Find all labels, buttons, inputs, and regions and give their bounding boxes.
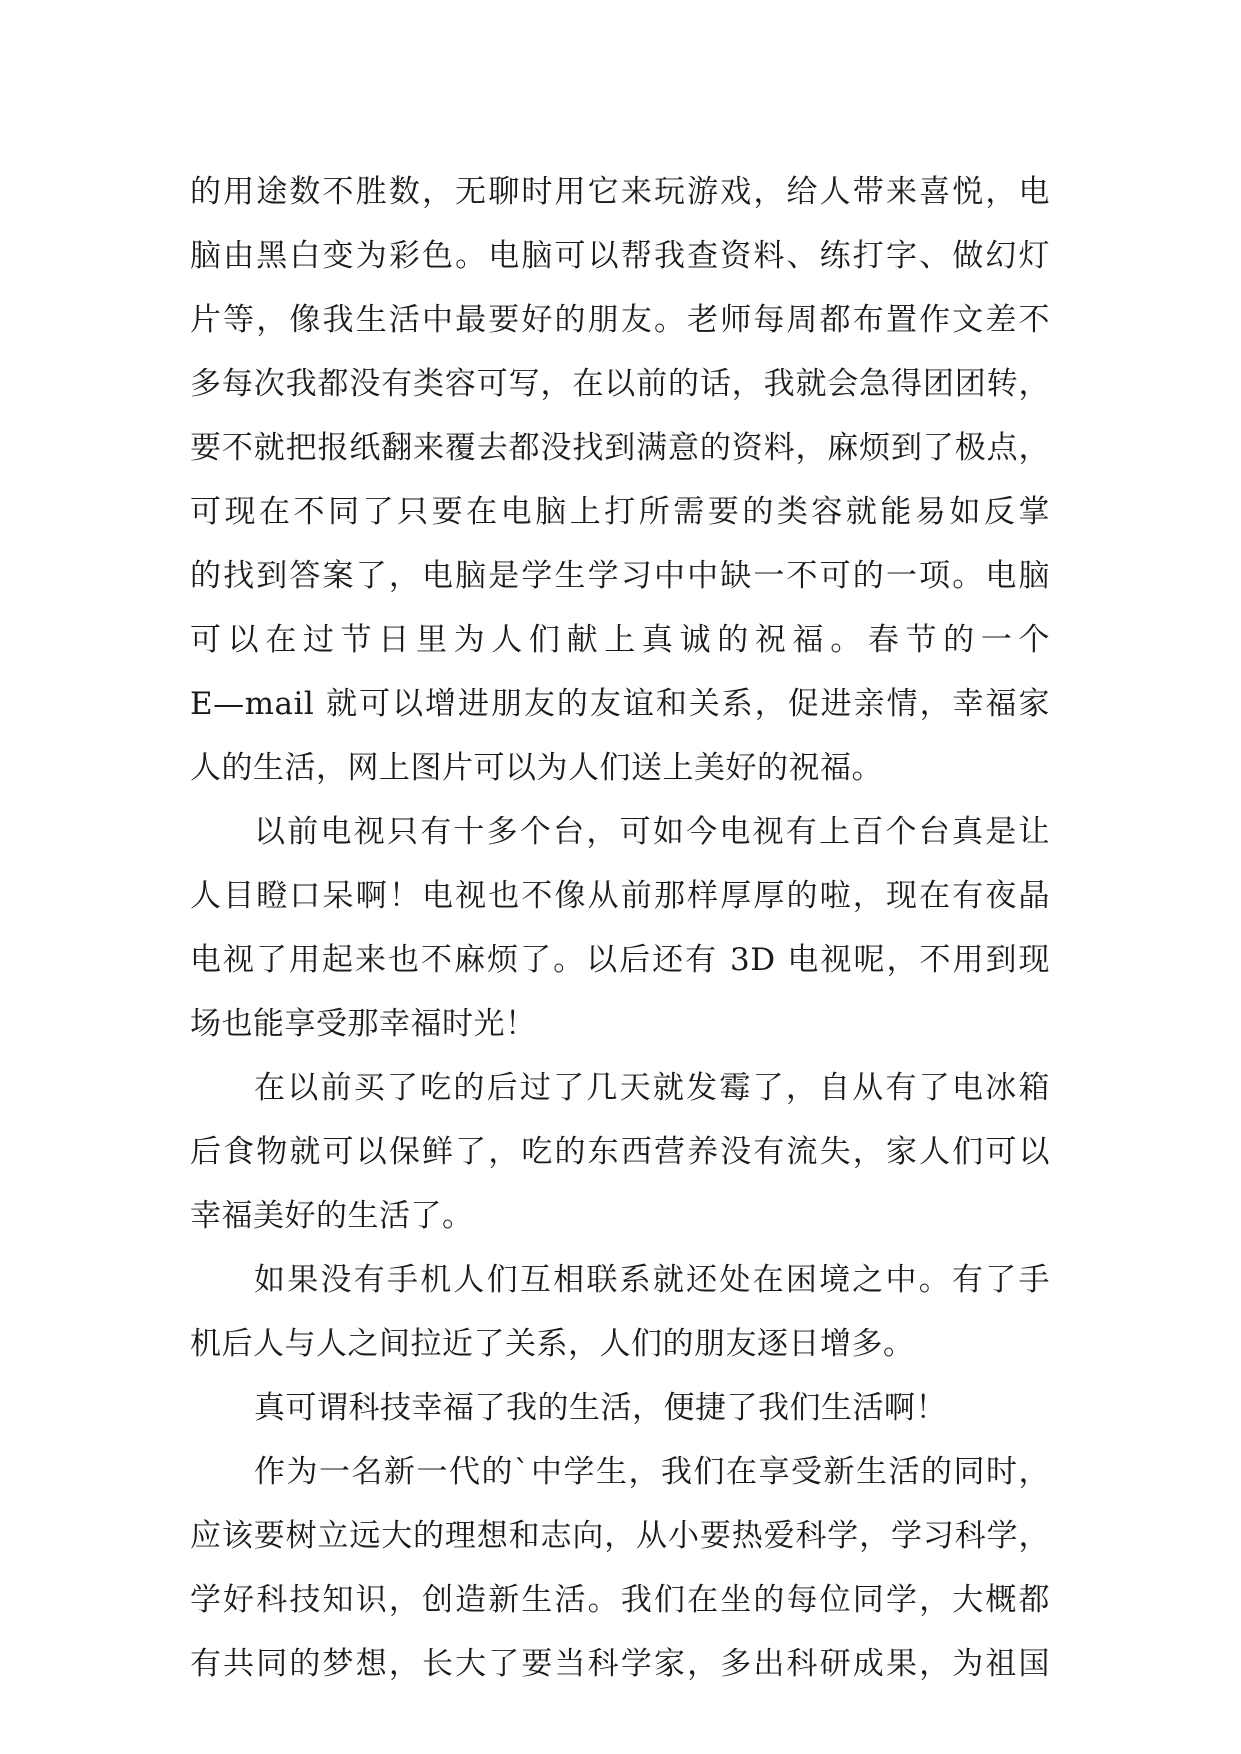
- text-line: 在以前买了吃的后过了几天就发霉了，自从有了电冰箱: [254, 1070, 1050, 1106]
- text-line: 幸福美好的生活了。: [190, 1198, 474, 1234]
- text-line: 以前电视只有十多个台，可如今电视有上百个台真是让: [254, 814, 1050, 850]
- text-line: 作为一名新一代的`中学生，我们在享受新生活的同时，: [254, 1454, 1050, 1490]
- text-line: 如果没有手机人们互相联系就还处在困境之中。有了手: [254, 1262, 1050, 1298]
- text-line: E—mail 就可以增进朋友的友谊和关系，促进亲情，幸福家: [190, 686, 1050, 722]
- text-line: 后食物就可以保鲜了，吃的东西营养没有流失，家人们可以: [190, 1134, 1050, 1170]
- text-line: 要不就把报纸翻来覆去都没找到满意的资料，麻烦到了极点，: [190, 430, 1050, 466]
- text-line: 可以在过节日里为人们献上真诚的祝福。春节的一个: [190, 622, 1050, 658]
- text-line: 的用途数不胜数，无聊时用它来玩游戏，给人带来喜悦，电: [190, 174, 1050, 210]
- text-line: 人目瞪口呆啊！电视也不像从前那样厚厚的啦，现在有夜晶: [190, 878, 1050, 914]
- body-text: [190, 160, 1050, 1696]
- text-line: 电视了用起来也不麻烦了。以后还有 3D 电视呢，不用到现: [190, 942, 1050, 978]
- text-line: 应该要树立远大的理想和志向，从小要热爱科学，学习科学，: [190, 1518, 1050, 1554]
- text-line: 人的生活，网上图片可以为人们送上美好的祝福。: [190, 750, 883, 786]
- text-line: 机后人与人之间拉近了关系，人们的朋友逐日增多。: [190, 1326, 915, 1362]
- text-line: 学好科技知识，创造新生活。我们在坐的每位同学，大概都: [190, 1582, 1050, 1618]
- text-line: 有共同的梦想，长大了要当科学家，多出科研成果，为祖国: [190, 1646, 1050, 1682]
- text-line: 多每次我都没有类容可写，在以前的话，我就会急得团团转，: [190, 366, 1050, 402]
- text-line: 脑由黑白变为彩色。电脑可以帮我查资料、练打字、做幻灯: [190, 238, 1050, 274]
- text-line: 片等，像我生活中最要好的朋友。老师每周都布置作文差不: [190, 302, 1050, 338]
- text-line: 真可谓科技幸福了我的生活，便捷了我们生活啊！: [254, 1390, 947, 1426]
- text-line: 可现在不同了只要在电脑上打所需要的类容就能易如反掌: [190, 494, 1050, 530]
- text-line: 场也能享受那幸福时光！: [190, 1006, 537, 1042]
- text-line: 的找到答案了，电脑是学生学习中中缺一不可的一项。电脑: [190, 558, 1050, 594]
